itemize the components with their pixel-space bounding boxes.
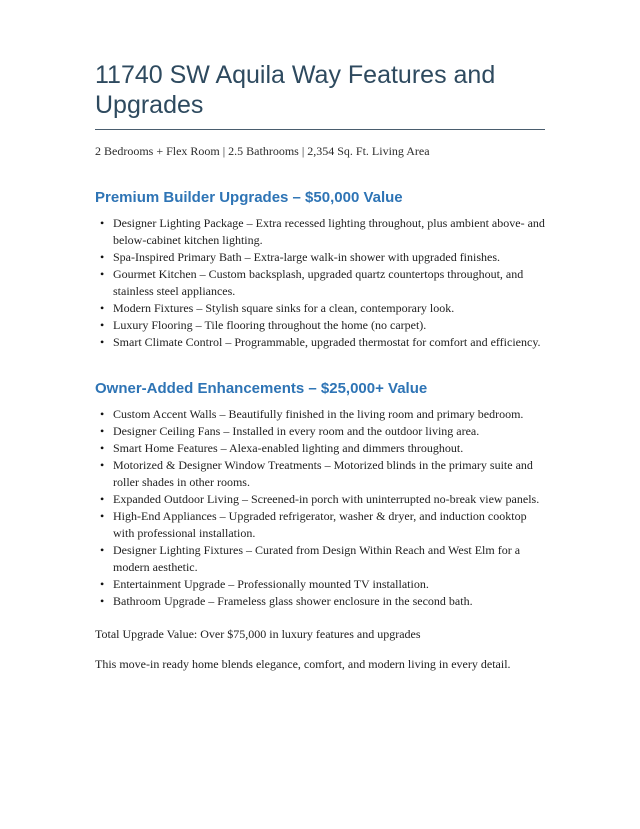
list-item: • Designer Ceiling Fans – Installed in every room and the outdoor living area. [113, 423, 545, 440]
list-item: • Custom Accent Walls – Beautifully finished in the living room and primary bedroom. [113, 406, 545, 423]
owner-enhancements-list [95, 406, 545, 610]
list-item: • Luxury Flooring – Tile flooring throughout the home (no carpet). [113, 317, 545, 334]
total-upgrade-value-line: Total Upgrade Value: Over $75,000 in luxury features and upgrades [95, 626, 421, 641]
list-item: • Bathroom Upgrade – Frameless glass shower enclosure in the second bath. [113, 593, 545, 610]
list-item: • Designer Lighting Fixtures – Curated from Design Within Reach and West Elm for a modern aesthetic. [113, 542, 545, 576]
list-item: • Entertainment Upgrade – Professionally mounted TV installation. [113, 576, 545, 593]
page-title: 11740 SW Aquila Way Features and Upgrades [95, 60, 545, 130]
closing-summary-line: This move-in ready home blends elegance, comfort, and modern living in every detail. [95, 656, 511, 671]
list-item: • High-End Appliances – Upgraded refrigerator, washer & dryer, and induction cooktop with professional installation. [113, 508, 545, 542]
section-heading-owner-added-enhancements: Owner-Added Enhancements – $25,000+ Value [95, 379, 428, 397]
list-item: • Smart Climate Control – Programmable, upgraded thermostat for comfort and efficiency. [113, 334, 545, 351]
section-heading-premium-builder-upgrades: Premium Builder Upgrades – $50,000 Value [95, 189, 403, 206]
list-item: • Gourmet Kitchen – Custom backsplash, upgraded quartz countertops throughout, and stainless steel appliances. [113, 266, 545, 300]
list-item: • Smart Home Features – Alexa-enabled lighting and dimmers throughout. [113, 440, 545, 457]
list-item: • Modern Fixtures – Stylish square sinks for a clean, contemporary look. [113, 300, 545, 317]
section-owner-added-enhancements [95, 380, 545, 610]
list-item: • Designer Lighting Package – Extra recessed lighting throughout, plus ambient above- and below-cabinet kitchen lighting. [113, 215, 545, 249]
property-summary-line: 2 Bedrooms + Flex Room | 2.5 Bathrooms | 2,354 Sq. Ft. Living Area [95, 144, 430, 158]
list-item: • Spa-Inspired Primary Bath – Extra-large walk-in shower with upgraded finishes. [113, 249, 545, 266]
list-item: • Motorized & Designer Window Treatments – Motorized blinds in the primary suite and roller shades in other rooms. [113, 457, 545, 491]
list-item: • Expanded Outdoor Living – Screened-in porch with uninterrupted no-break view panels. [113, 491, 545, 508]
section-premium-builder-upgrades [95, 189, 545, 351]
premium-upgrades-list [95, 215, 545, 351]
